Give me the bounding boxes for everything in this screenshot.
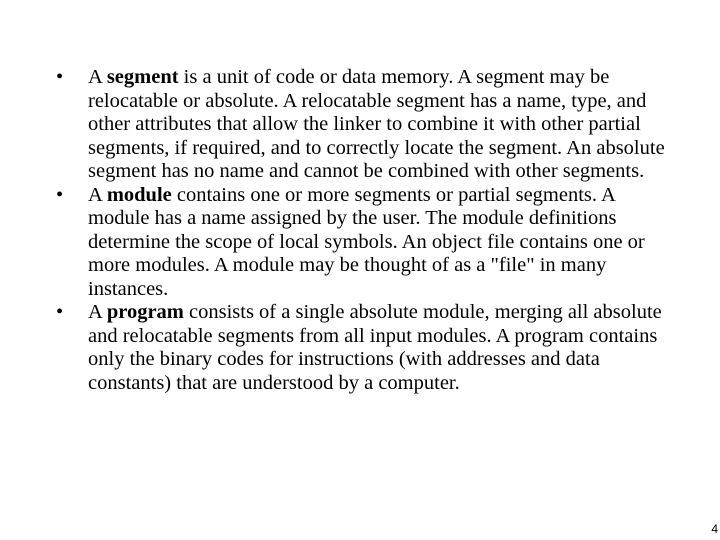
bullet-term: module [106,183,172,206]
bullet-icon: • [56,66,64,88]
bullet-lead: A [88,183,107,206]
bullet-lead: A [88,66,107,88]
bullet-list [56,66,666,395]
bullet-term: program [106,301,184,323]
bullet-text: consists of a single absolute module, merging all absolute and relocatable segments from all input modules. A program contains only the binary codes for instructions (with addresses and data constants) that are understood by a computer. [88,301,662,394]
bullet-item-segment [56,66,666,184]
bullet-lead: A [88,301,107,323]
bullet-term: segment [106,66,179,88]
bullet-icon: • [56,301,64,323]
bullet-icon: • [56,183,64,206]
page-number: 4 [711,522,718,536]
bullet-text: contains one or more segments or partial segments. A module has a name assigned by the user. The module definitions determine the scope of local symbols. An object file contains one or more modules. A module may be thought of as a "file" in many instances. [88,183,645,300]
bullet-text: is a unit of code or data memory. A segment may be relocatable or absolute. A relocatable segment has a name, type, and other attributes that allow the linker to combine it with other partial segments, if required, and to correctly locate the segment. An absolute segment has no name and cannot be combined with other segments. [88,66,665,182]
bullet-item-program [56,301,666,395]
bullet-item-module [56,184,666,302]
